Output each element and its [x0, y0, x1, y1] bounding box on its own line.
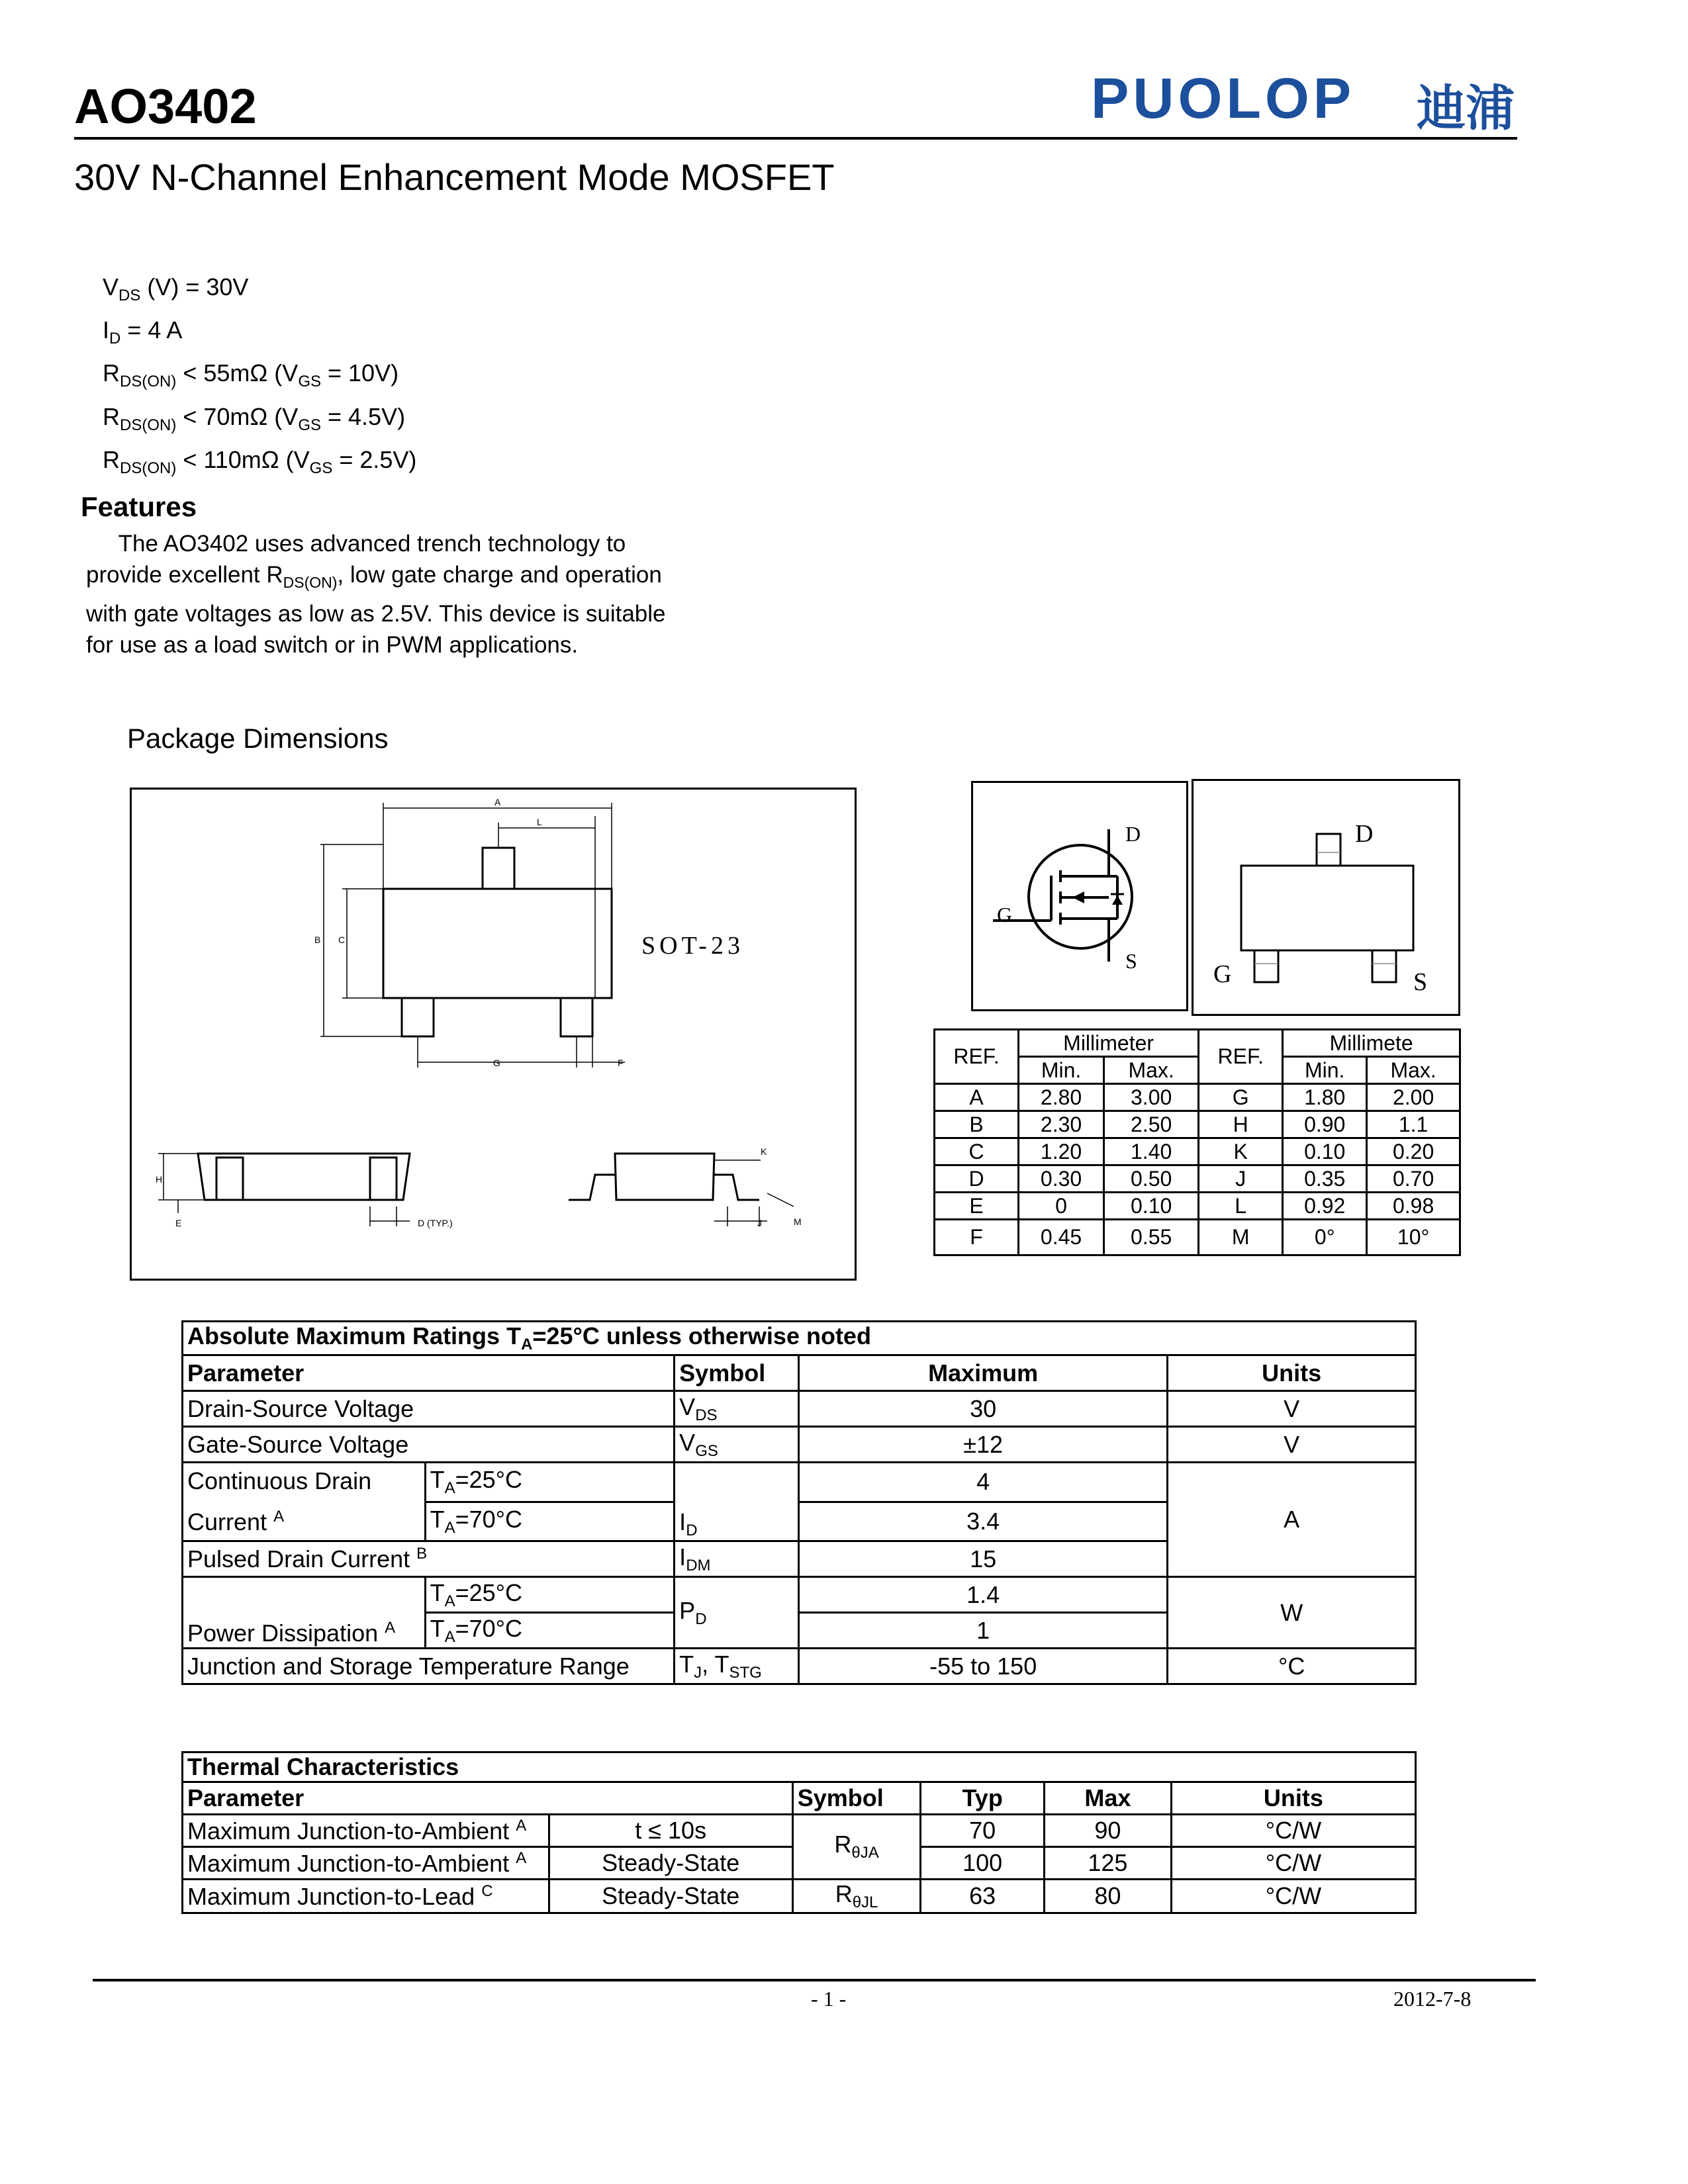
- brand-logo-cn: 迪浦: [1417, 81, 1515, 136]
- table-row: Junction and Storage Temperature Range $T_J$, $T_{STG}$ -55 to 150 °C: [183, 1649, 1416, 1684]
- spec-vds: $V_{DS}$ (V) = 30V: [103, 273, 249, 305]
- dim-label-b: B: [314, 934, 321, 945]
- thermal-table: [181, 1751, 1417, 1914]
- table-row: Gate-Source Voltage $V_{GS}$ ±12 V: [183, 1427, 1416, 1463]
- document-date: 2012-7-8: [1393, 1987, 1472, 2011]
- dim-label-f: F: [618, 1058, 624, 1068]
- device-subtitle: 30V N-Channel Enhancement Mode MOSFET: [74, 156, 835, 198]
- dim-max-right: Max.: [1367, 1057, 1460, 1084]
- pinout-s-label: S: [1413, 968, 1428, 996]
- dim-ref-header-left: REF.: [935, 1030, 1019, 1084]
- dim-label-g: G: [493, 1058, 500, 1068]
- cont-drain-param: Continuous Drain Current $^A$: [183, 1463, 426, 1541]
- pinout-g-label: G: [1213, 960, 1232, 988]
- table-row: D 0.30 0.50 J 0.35 0.70: [935, 1165, 1460, 1193]
- ratings-h-units: Units: [1168, 1355, 1416, 1391]
- thermal-h-max: Max: [1045, 1782, 1172, 1815]
- key-specs: [103, 270, 416, 486]
- power-dissipation-param: Power Dissipation $^A$: [183, 1577, 426, 1649]
- table-row: $T_A=70^\circ C$ 1: [183, 1613, 1416, 1649]
- mosfet-schematic: [973, 783, 1186, 1009]
- table-row: E 0 0.10 L 0.92 0.98: [935, 1193, 1460, 1220]
- table-row: F 0.45 0.55 M 0° 10°: [935, 1220, 1460, 1255]
- table-row: Continuous Drain Current $^A$ $T_A=25^\circ C$ $I_D$ 4 A: [183, 1463, 1416, 1502]
- thermal-h-typ: Typ: [921, 1782, 1045, 1815]
- dim-label-a: A: [494, 797, 501, 807]
- features-text: The AO3402 uses advanced trench technology to provide excellent $R_{DS(ON)}$, low gate charge and operation with gate voltages as low as 2.5V. This device is suitable for use as a load switch or in PWM applications.: [86, 531, 666, 658]
- table-row: C 1.20 1.40 K 0.10 0.20: [935, 1138, 1460, 1165]
- table-row: Power Dissipation $^A$ $T_A=25^\circ C$ $P_D$ 1.4 W: [183, 1577, 1416, 1613]
- dimension-table: [933, 1028, 1461, 1256]
- table-row: $T_A=70^\circ C$ 3.4: [183, 1502, 1416, 1541]
- table-row: Drain-Source Voltage $V_{DS}$ 30 V: [183, 1391, 1416, 1427]
- ratings-h-symbol: Symbol: [675, 1355, 799, 1391]
- page-number: - 1 -: [811, 1987, 847, 2011]
- brand-logo: PUOLOP: [1091, 67, 1356, 130]
- dim-label-e: E: [175, 1218, 182, 1228]
- part-number: AO3402: [74, 79, 257, 134]
- table-row: Maximum Junction-to-Ambient $^A$ t ≤ 10s $R_{\theta JA}$ 70 90 °C/W: [183, 1815, 1416, 1847]
- dim-label-j: J: [757, 1218, 762, 1228]
- table-row: Maximum Junction-to-Ambient $^A$ Steady-State 100 125 °C/W: [183, 1847, 1416, 1880]
- spec-rds-2v5: $R_{DS(ON)} < 110m\Omega$ $(V_{GS} = 2.5V)$: [103, 445, 417, 477]
- dim-label-c: C: [338, 934, 346, 945]
- dim-ref-header-right: REF.: [1199, 1030, 1283, 1084]
- dim-label-k: K: [761, 1146, 767, 1157]
- pinout-d-label: D: [1355, 820, 1374, 848]
- pinout-diagram: [1192, 779, 1460, 1016]
- package-label: SOT-23: [641, 932, 744, 960]
- dim-label-h: H: [156, 1174, 163, 1185]
- spec-rds-10v: $R_{DS(ON)} < 55m\Omega$ $(V_{GS} = 10V)$: [103, 359, 399, 391]
- features-heading: Features: [81, 491, 197, 522]
- header-rule: [74, 137, 1517, 140]
- ratings-h-param: Parameter: [183, 1355, 675, 1391]
- ratings-h-max: Maximum: [798, 1355, 1167, 1391]
- thermal-h-symbol: Symbol: [792, 1782, 921, 1815]
- package-drawing: [130, 788, 857, 1281]
- dim-unit-right: Millimete: [1283, 1030, 1460, 1057]
- dim-label-l: L: [537, 817, 542, 827]
- dim-label-m: M: [794, 1216, 802, 1227]
- dim-max-left: Max.: [1104, 1057, 1199, 1084]
- dim-unit-left: Millimeter: [1019, 1030, 1199, 1057]
- footer-rule: [93, 1979, 1536, 1981]
- table-row: Pulsed Drain Current $^B$ $I_{DM}$ 15: [183, 1541, 1416, 1577]
- pin-g-label: G: [997, 903, 1013, 927]
- pinout-outline: [1194, 781, 1458, 1014]
- dim-label-d-typ: D (TYP.): [418, 1218, 453, 1228]
- mosfet-symbol: [971, 781, 1188, 1011]
- pin-d-label: D: [1125, 822, 1141, 846]
- thermal-title: Thermal Characteristics: [183, 1752, 1416, 1782]
- package-heading: Package Dimensions: [127, 723, 389, 754]
- ratings-title: Absolute Maximum Ratings $T_A=25^\circ C$ unless otherwise noted: [183, 1322, 1416, 1355]
- table-row: A 2.80 3.00 G 1.80 2.00: [935, 1084, 1460, 1111]
- dim-min-right: Min.: [1283, 1057, 1367, 1084]
- thermal-h-param: Parameter: [183, 1782, 793, 1815]
- spec-rds-4v5: $R_{DS(ON)} < 70m\Omega$ $(V_{GS} = 4.5V)$: [103, 402, 406, 434]
- table-row: B 2.30 2.50 H 0.90 1.1: [935, 1111, 1460, 1138]
- thermal-h-units: Units: [1171, 1782, 1415, 1815]
- sot23-outline: [132, 790, 855, 1279]
- dim-min-left: Min.: [1019, 1057, 1104, 1084]
- table-row: Maximum Junction-to-Lead $^C$ Steady-State $R_{\theta JL}$ 63 80 °C/W: [183, 1880, 1416, 1913]
- pin-s-label: S: [1125, 949, 1137, 973]
- spec-id: $I_D = 4$ A: [103, 316, 183, 348]
- ratings-table: [181, 1320, 1417, 1685]
